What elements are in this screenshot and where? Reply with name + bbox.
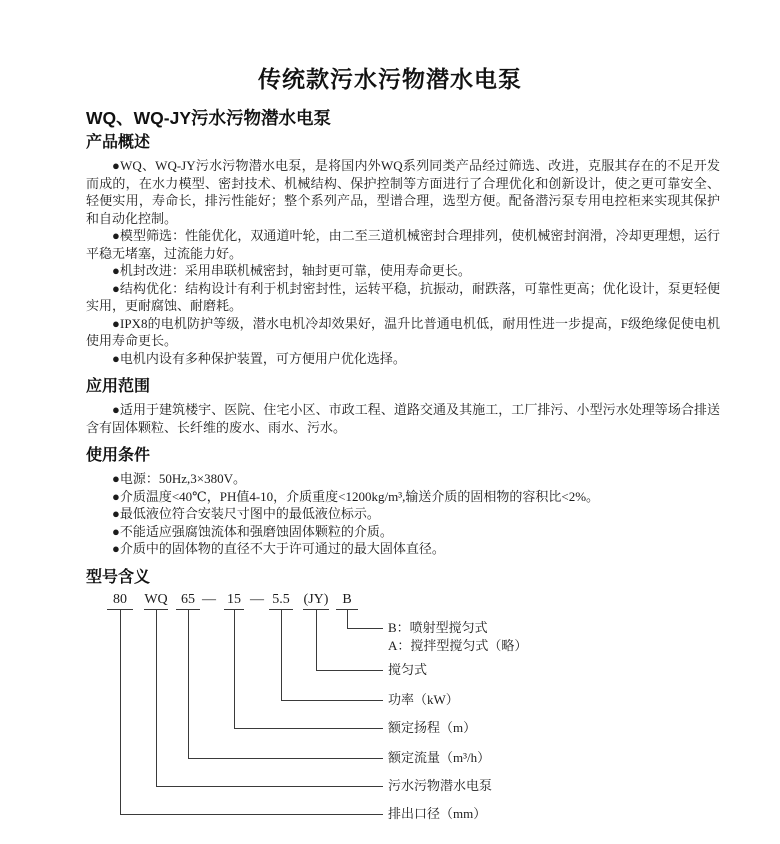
section-conditions bbox=[86, 446, 720, 558]
model-part-label-line: 搅匀式 bbox=[388, 661, 428, 677]
section-heading-model: 型号含义 bbox=[86, 568, 151, 586]
section-heading-application: 应用范围 bbox=[86, 378, 151, 395]
section-overview bbox=[86, 133, 720, 367]
overview-bullet: ●IPX8的电机防护等级，潜水电机冷却效果好，温升比普通电机低，耐用性进一步提高，F级绝缘促使电机使用寿命更长。 bbox=[86, 315, 720, 348]
model-part-label-line: A：搅拌型搅匀式（略） bbox=[388, 637, 528, 653]
connector-horizontal-line bbox=[281, 700, 383, 701]
overview-bullet: ●WQ、WQ-JY污水污物潜水电泵，是将国内外WQ系列同类产品经过筛选、改进，克服其存在的不足开发而成的，在水力模型、密封技术、机械结构、保护控制等方面进行了合理优化和创新设计，使之更可靠安全、轻便实用，寿命长，排污性能好；整个系列产品，型谱合理，选型方便。配备潜污泵专用电控柜来实现其保护和自动化控制。 bbox=[86, 158, 720, 226]
model-part-label-line: 污水污物潜水电泵 bbox=[388, 777, 493, 793]
overview-bullet: ●结构优化：结构设计有利于机封密封性，运转平稳，抗振动，耐跌落，可靠性更高；优化设计，泵更轻便实用，更耐腐蚀、耐磨耗。 bbox=[86, 280, 720, 313]
model-part-label bbox=[388, 619, 527, 655]
model-part-label-line: 功率（kW） bbox=[388, 691, 459, 707]
product-subtitle: WQ、WQ-JY污水污物潜水电泵 bbox=[86, 108, 331, 128]
model-code-part: 5.5 bbox=[272, 591, 290, 607]
conditions-bullet: ●电源：50Hz,3×380V。 bbox=[112, 471, 246, 486]
overview-bullet: ●机封改进：采用串联机械密封，轴封更可靠，使用寿命更长。 bbox=[112, 263, 471, 278]
connector-vertical-line bbox=[120, 610, 121, 814]
connector-vertical-line bbox=[316, 610, 317, 670]
model-code-part: — bbox=[202, 591, 216, 607]
connector-horizontal-line bbox=[234, 728, 383, 729]
model-code-part: B bbox=[342, 591, 352, 607]
conditions-bullet: ●最低液位符合安装尺寸图中的最低液位标示。 bbox=[112, 506, 380, 521]
model-part-label bbox=[388, 777, 492, 795]
model-code-part: 15 bbox=[227, 591, 241, 607]
model-code-part: (JY) bbox=[303, 591, 329, 607]
section-application bbox=[86, 377, 720, 436]
section-heading-conditions: 使用条件 bbox=[86, 447, 151, 464]
connector-horizontal-line bbox=[156, 786, 383, 787]
overview-bullet: ●模型筛选：性能优化，双通道叶轮，由二至三道机械密封合理排列，使机械密封润滑，冷却更理想，运行平稳无堵塞，过流能力好。 bbox=[86, 228, 720, 261]
application-bullet: ●适用于建筑楼宇、医院、住宅小区、市政工程、道路交通及其施工，工厂排污、小型污水处理等场合排送含有固体颗粒、长纤维的废水、雨水、污水。 bbox=[86, 402, 720, 435]
model-part-label-line: 额定流量（m³/h） bbox=[388, 749, 491, 765]
connector-horizontal-line bbox=[120, 814, 383, 815]
section-model bbox=[86, 568, 720, 842]
conditions-bullet: ●介质温度<40℃，PH值4-10，介质重度<1200kg/m³,输送介质的固相物的容积比<2%。 bbox=[112, 488, 600, 504]
model-part-label bbox=[388, 805, 486, 823]
conditions-bullet: ●不能适应强腐蚀流体和强磨蚀固体颗粒的介质。 bbox=[112, 523, 393, 539]
model-part-label-line: 额定扬程（m） bbox=[388, 719, 477, 735]
model-part-label-line: 排出口径（mm） bbox=[388, 805, 487, 821]
connector-vertical-line bbox=[188, 610, 189, 758]
overview-bullet: ●电机内设有多种保护装置，可方便用户优化选择。 bbox=[112, 350, 406, 366]
model-code-part: WQ bbox=[144, 591, 168, 607]
model-part-label bbox=[388, 749, 490, 767]
connector-horizontal-line bbox=[188, 758, 383, 759]
model-part-label bbox=[388, 661, 427, 679]
connector-horizontal-line bbox=[316, 670, 383, 671]
page-title: 传统款污水污物潜水电泵 bbox=[258, 66, 522, 92]
connector-vertical-line bbox=[156, 610, 157, 786]
model-code-part: 65 bbox=[181, 591, 195, 607]
section-heading-overview: 产品概述 bbox=[86, 134, 151, 151]
model-code-diagram bbox=[86, 592, 720, 842]
model-part-label bbox=[388, 691, 459, 709]
conditions-bullet: ●介质中的固体物的直径不大于许可通过的最大固体直径。 bbox=[112, 541, 445, 556]
model-part-label-line: B：喷射型搅匀式 bbox=[388, 619, 488, 635]
model-code-part: — bbox=[250, 591, 264, 607]
connector-vertical-line bbox=[234, 610, 235, 728]
connector-vertical-line bbox=[281, 610, 282, 700]
connector-horizontal-line bbox=[347, 628, 383, 629]
model-code-part: 80 bbox=[113, 591, 127, 607]
model-part-label bbox=[388, 719, 476, 737]
connector-vertical-line bbox=[347, 610, 348, 628]
